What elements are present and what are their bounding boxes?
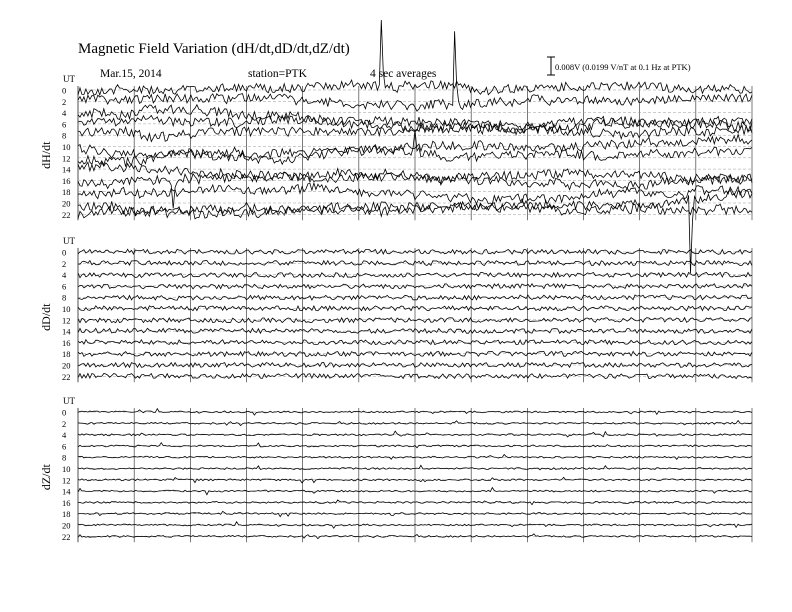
- panel-1: [39, 20, 752, 273]
- panel-ylabel: dH/dt: [39, 141, 53, 169]
- row-label: 8: [62, 292, 67, 303]
- row-label: 10: [62, 464, 71, 474]
- ut-label: UT: [63, 396, 75, 406]
- ut-label: UT: [63, 74, 75, 84]
- station-label: station=PTK: [248, 68, 307, 80]
- panel-2: [39, 236, 752, 382]
- row-label: 16: [62, 497, 71, 508]
- row-label: 12: [62, 153, 71, 164]
- row-label: 0: [62, 85, 67, 96]
- row-label: 12: [62, 475, 71, 486]
- row-label: 8: [62, 130, 67, 141]
- row-label: 0: [62, 407, 67, 418]
- row-label: 2: [62, 258, 67, 269]
- row-label: 16: [62, 337, 71, 348]
- row-label: 6: [62, 441, 67, 452]
- panel-ylabel: dD/dt: [39, 303, 53, 331]
- row-label: 18: [62, 509, 71, 520]
- row-label: 14: [62, 326, 71, 337]
- row-label: 16: [62, 175, 71, 186]
- ut-label: UT: [63, 236, 75, 246]
- row-label: 2: [62, 418, 67, 429]
- row-label: 14: [62, 164, 71, 175]
- row-label: 0: [62, 247, 67, 258]
- row-label: 4: [62, 108, 67, 119]
- row-label: 4: [62, 430, 67, 441]
- scale-bar-label: 0.008V (0.0199 V/nT at 0.1 Hz at PTK): [555, 62, 691, 72]
- averaging-label: 4 sec averages: [370, 68, 437, 80]
- row-label: 20: [62, 520, 71, 531]
- panel-3: [39, 396, 752, 542]
- scale-bar: [547, 57, 691, 75]
- chart-title: Magnetic Field Variation (dH/dt,dD/dt,dZ/dt): [78, 41, 350, 57]
- row-label: 8: [62, 452, 67, 463]
- row-label: 20: [62, 198, 71, 209]
- panel-ylabel: dZ/dt: [39, 464, 53, 491]
- row-label: 20: [62, 360, 71, 371]
- row-label: 18: [62, 187, 71, 198]
- row-label: 4: [62, 270, 67, 281]
- row-label: 22: [62, 531, 71, 542]
- row-label: 18: [62, 349, 71, 360]
- row-label: 6: [62, 119, 67, 130]
- row-label: 12: [62, 315, 71, 326]
- row-label: 2: [62, 96, 67, 107]
- row-label: 10: [62, 304, 71, 314]
- row-label: 6: [62, 281, 67, 292]
- row-label: 10: [62, 142, 71, 152]
- row-label: 22: [62, 371, 71, 382]
- panels-layer: [39, 20, 752, 542]
- row-label: 14: [62, 486, 71, 497]
- date-label: Mar.15, 2014: [100, 68, 162, 80]
- row-label: 22: [62, 209, 71, 220]
- trace-dHdt-0: [78, 20, 752, 95]
